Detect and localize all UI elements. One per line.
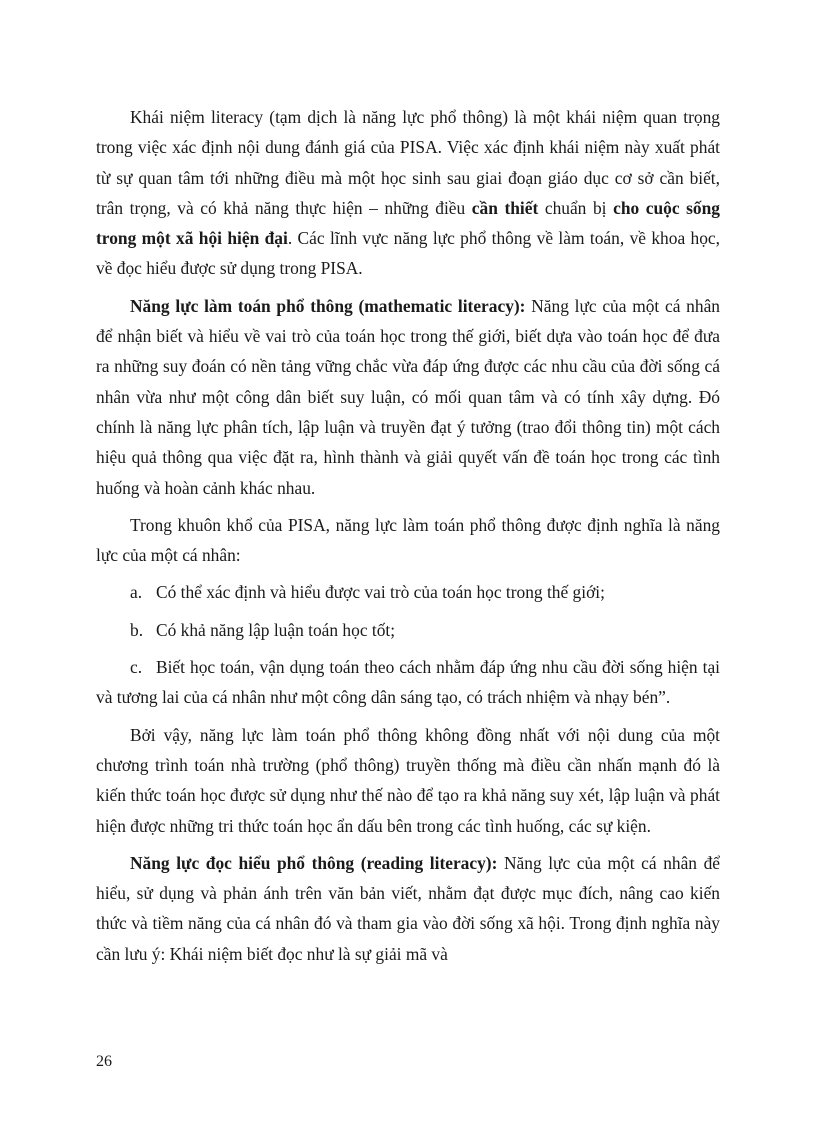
list-item-text: Có thể xác định và hiểu được vai trò của toán học trong thế giới; (156, 582, 605, 603)
paragraph-reading-literacy (96, 848, 720, 969)
paragraph-mathematic-literacy (96, 291, 720, 503)
list-item (96, 615, 720, 645)
text: Khái niệm literacy (tạm dịch là năng lực phổ thông) là một khái niệm quan trọng trong việc xác định nội dung đánh giá của PISA. Việc xác định khái niệm này xuất phát từ sự quan tâm tới những điều mà một học sinh sau giai đoạn giáo dục cơ sở cần biết, trân trọng, và có khả năng thực hiện – những điều (96, 107, 720, 218)
paragraph-math-literacy-distinction: Bởi vậy, năng lực làm toán phổ thông không đồng nhất với nội dung của một chương trình toán nhà trường (phổ thông) truyền thống mà điều cần nhấn mạnh đó là kiến thức toán học được sử dụng như thế nào để tạo ra khả năng suy xét, lập luận và phát hiện được những tri thức toán học ẩn dấu bên trong các tình huống, các sự kiện. (96, 724, 720, 836)
bold-text: cần thiết (471, 197, 539, 218)
list-marker: b. (130, 619, 144, 640)
page-number: 26 (96, 1053, 112, 1070)
paragraph-pisa-definition: Trong khuôn khổ của PISA, năng lực làm toán phổ thông được định nghĩa là năng lực của một cá nhân: (96, 514, 720, 566)
list-item (96, 577, 720, 607)
list-item (96, 652, 720, 713)
bold-text: cho cuộc sống trong một xã hội hiện đại (96, 197, 720, 249)
section-heading: Năng lực làm toán phổ thông (mathematic literacy): (130, 295, 526, 316)
list-marker: c. (130, 657, 143, 678)
text: chuẩn bị (538, 197, 614, 218)
text: . Các lĩnh vực năng lực phổ thông về làm toán, về khoa học, về đọc hiểu được sử dụng trong PISA. (96, 228, 721, 279)
list-marker: a. (130, 582, 143, 603)
list-item-text: Có khả năng lập luận toán học tốt; (156, 619, 396, 640)
list-item-text: Biết học toán, vận dụng toán theo cách nhằm đáp ứng nhu cầu đời sống hiện tại và tương lai của cá nhân như một công dân sáng tạo, có trách nhiệm và nhạy bén”. (96, 657, 720, 708)
text: Năng lực của một cá nhân để nhận biết và hiểu về vai trò của toán học trong thế giới, biết dựa vào toán học để đưa ra những suy đoán có nền tảng vững chắc vừa đáp ứng được các nhu cầu của đời sống cá nhân vừa như một công dân biết suy luận, có mối quan tâm và có tính xây dựng. Đó chính là năng lực phân tích, lập luận và truyền đạt ý tưởng (trao đổi thông tin) một cách hiệu quả thông qua việc đặt ra, hình thành và giải quyết vấn đề toán học trong các tình huống và hoàn cảnh khác nhau. (96, 295, 720, 498)
text: Năng lực của một cá nhân để hiểu, sử dụng và phản ánh trên văn bản viết, nhằm đạt được mục đích, nâng cao kiến thức và tiềm năng của cá nhân đó và tham gia vào đời sống xã hội. Trong định nghĩa này cần lưu ý: Khái niệm biết đọc như là sự giải mã và (96, 852, 721, 964)
page-body (96, 102, 720, 976)
paragraph-literacy-intro (96, 102, 720, 284)
section-heading: Năng lực đọc hiểu phổ thông (reading literacy): (130, 852, 498, 873)
